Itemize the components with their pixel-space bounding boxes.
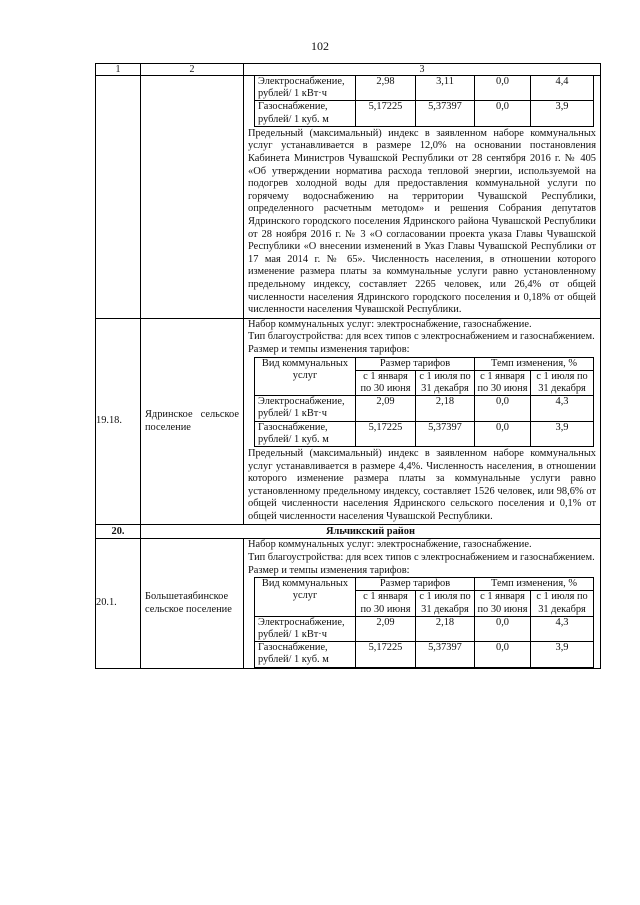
service-unit: рублей/ 1 куб. м [258,433,329,445]
period-header: с 1 января по 30 июня [475,370,531,395]
tariff-value: 5,17225 [356,101,416,126]
entry-number: 20.1. [96,539,141,668]
tariff-table [95,63,601,669]
index-paragraph: Предельный (максимальный) индекс в заявленном наборе коммунальных услуг устанавливается в размере 12,0% на основании постановления Кабинета Министров Чувашской Республики от 28 сентября 2016 г. № 405 «Об утверждении норматива расхода тепловой энергии, используемой на подогрев холодной воды для предоставления коммунальной услуги по горячему водоснабжению на территории Чувашской Республики, определенного расчетным методом» и решения Собрания депутатов Ядринского городского поселения Ядринского района Чувашской Республики от 28 ноября 2016 г. № 3 «О согласовании проекта указа Главы Чувашской Республики «О внесении изменений в Указ Главы Чувашской Республики от 17 мая 2014 г. № 65». Численность населения, в отношении которого изменение размера платы за коммунальные услуги равно установленному предельному индексу, составляет 2265 человек, или 26,4% от общей численности населения Ядринского городского поселения и 0,18% от общей численности населения Чувашской Республики. [248,127,596,316]
tariff-value: 2,98 [356,76,416,101]
rate-value: 0,0 [475,396,531,421]
tariff-size-header: Размер тарифов [356,578,475,591]
index-paragraph: Предельный (максимальный) индекс в заявленном наборе коммунальных услуг устанавливается в размере 4,4%. Численность населения, в отношении которого изменение размера платы за коммунальные услуги равно установленному предельному индексу, составляет 1526 человек, или 98,6% от общей численности населения Ядринского сельского поселения и 0,1% от общей численности населения Чувашской Республики. [248,447,596,522]
tariff-value: 5,37397 [416,101,475,126]
rate-value: 3,9 [531,421,594,446]
period-header: с 1 июля по 31 декабря [531,591,594,616]
service-unit: рублей/ 1 куб. м [258,654,329,666]
tariff-subtable [254,357,594,447]
table-row [255,101,594,126]
rate-value: 0,0 [475,421,531,446]
entry-content [244,539,601,668]
period-header: с 1 января по 30 июня [356,591,416,616]
settlement-name: Ядринское сельское поселение [141,318,244,525]
service-label: Газоснабжение, [258,101,328,113]
table-row [255,396,594,421]
service-label: Электроснабжение, [258,76,345,87]
region-row [96,525,601,539]
table-row [255,642,594,667]
region-name: Яльчикский район [141,525,601,539]
period-header: с 1 июля по 31 декабря [531,370,594,395]
header-col-1: 1 [96,64,141,76]
rate-value: 4,3 [531,616,594,641]
tariff-value: 5,37397 [416,421,475,446]
tariff-subtable [254,577,594,667]
period-header: с 1 июля по 31 декабря [416,370,475,395]
service-label: Электроснабжение, [258,616,345,628]
services-set-text: Набор коммунальных услуг: электроснабжение, газоснабжение. [248,539,532,551]
tariff-value: 2,18 [416,396,475,421]
settlement-name: Большетаябинское сельское поселение [141,539,244,668]
entry-content [244,318,601,525]
service-label: Газоснабжение, [258,642,328,654]
period-header: с 1 января по 30 июня [356,370,416,395]
tariff-intro-text: Размер и темпы изменения тарифов: [248,343,410,355]
tariff-value: 5,37397 [416,642,475,667]
header-col-3: 3 [244,64,601,76]
rate-value: 0,0 [475,101,531,126]
service-unit: рублей/ 1 кВт·ч [258,408,327,420]
service-type-header: Вид коммунальных услуг [255,578,356,617]
change-rate-header: Темп изменения, % [475,357,594,370]
page-number: 102 [311,39,329,53]
service-type-header: Вид коммунальных услуг [255,357,356,396]
tariff-size-header: Размер тарифов [356,357,475,370]
entry-number: 19.18. [96,318,141,525]
service-unit: рублей/ 1 кВт·ч [258,88,327,100]
header-row [96,64,601,76]
rate-value: 3,9 [531,642,594,667]
tariff-value: 2,09 [356,616,416,641]
rate-value: 4,3 [531,396,594,421]
rate-value: 3,9 [531,101,594,126]
service-label: Электроснабжение, [258,396,345,408]
tariff-value: 2,09 [356,396,416,421]
period-header: с 1 июля по 31 декабря [416,591,475,616]
table-row [255,616,594,641]
entry-row-20-1 [96,539,601,668]
tariff-intro-text: Размер и темпы изменения тарифов: [248,564,410,576]
table-row [255,421,594,446]
service-unit: рублей/ 1 кВт·ч [258,629,327,641]
continued-entry-content [244,76,601,319]
tariff-value: 3,11 [416,76,475,101]
subtable-header-row [255,578,594,591]
tariff-value: 5,17225 [356,642,416,667]
table-row [255,76,594,101]
change-rate-header: Темп изменения, % [475,578,594,591]
continued-tariff-subtable [254,76,594,127]
service-label: Газоснабжение, [258,421,328,433]
period-header: с 1 января по 30 июня [475,591,531,616]
tariff-value: 5,17225 [356,421,416,446]
improvement-type-text: Тип благоустройства: для всех типов с электроснабжением и газоснабжением. [248,552,595,564]
continued-entry-row [96,76,601,319]
rate-value: 0,0 [475,76,531,101]
services-set-text: Набор коммунальных услуг: электроснабжение, газоснабжение. [248,318,532,330]
tariff-value: 2,18 [416,616,475,641]
service-unit: рублей/ 1 куб. м [258,113,329,125]
rate-value: 0,0 [475,642,531,667]
subtable-header-row [255,357,594,370]
entry-row-19-18 [96,318,601,525]
rate-value: 4,4 [531,76,594,101]
improvement-type-text: Тип благоустройства: для всех типов с электроснабжением и газоснабжением. [248,331,595,343]
header-col-2: 2 [141,64,244,76]
rate-value: 0,0 [475,616,531,641]
region-number: 20. [96,525,141,539]
